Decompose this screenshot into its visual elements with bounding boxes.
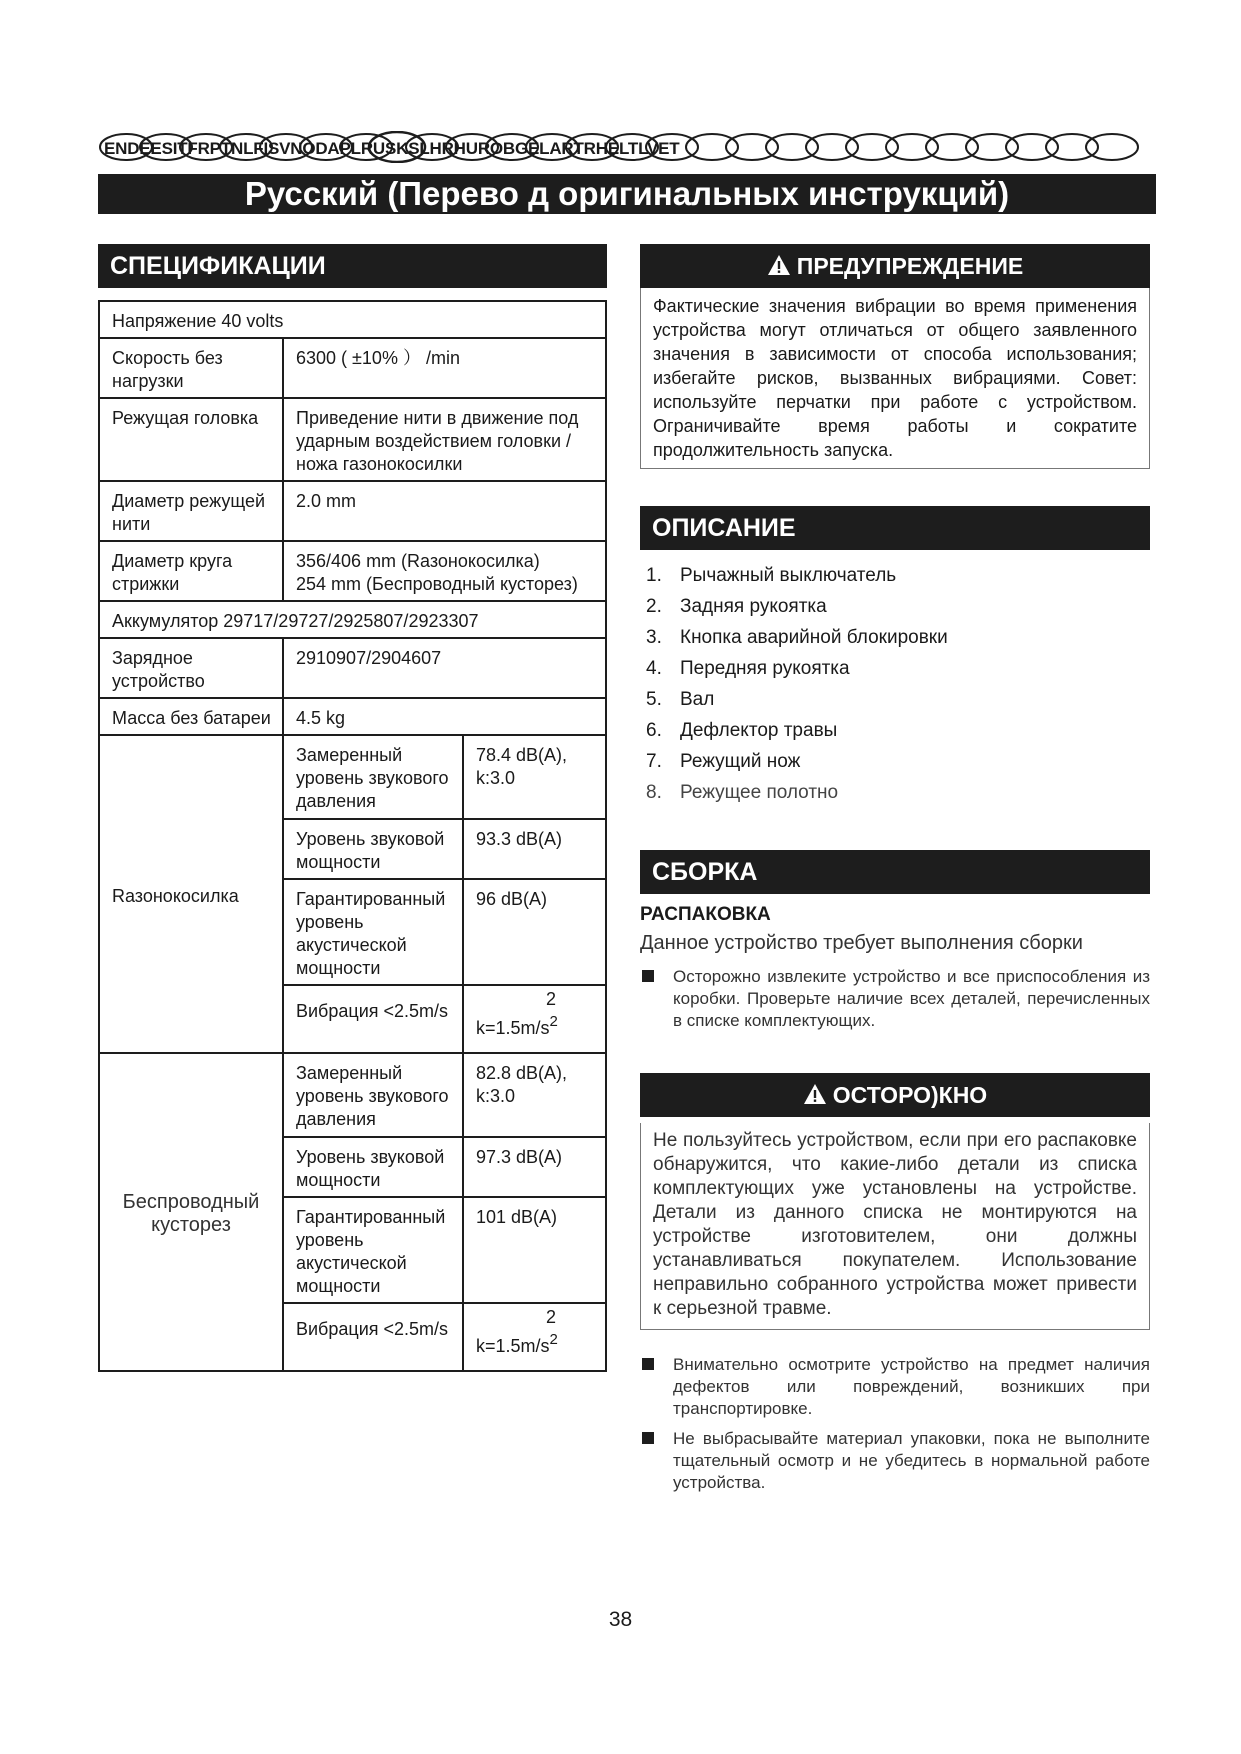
specs-table — [98, 300, 607, 1372]
bullet-item — [640, 1428, 1150, 1494]
line-diameter-label: Диаметр режущей нити — [99, 481, 283, 541]
item-number: 4. — [646, 658, 662, 679]
list-item — [646, 777, 948, 808]
cutting-circle-value — [283, 541, 606, 601]
vibration-value — [463, 1303, 606, 1371]
group-name-hedge-trimmer: Беспроводный кусторез — [99, 1053, 283, 1371]
bullet-item — [640, 966, 1150, 1032]
item-text: Вал — [680, 689, 715, 710]
vibration-label: Вибрация <2.5m/s — [283, 1303, 463, 1371]
table-row — [99, 541, 606, 601]
caution-heading-text: ОСТОРО)КНО — [832, 1082, 988, 1108]
vibration-k — [476, 1010, 597, 1040]
warning-heading-text: ПРЕДУПРЕЖДЕНИЕ — [796, 253, 1024, 279]
description-heading: ОПИСАНИЕ — [640, 506, 1150, 550]
voltage-cell: Напряжение 40 volts — [99, 301, 606, 338]
item-number: 1. — [646, 565, 662, 586]
cutting-circle-value-2: 254 mm (Беспроводный кусторез) — [296, 574, 578, 594]
language-codes: ENDEESITFRPTNLFISVNODAPLRUSKSLHRHUROBGELARTRHELTLVET — [104, 139, 680, 158]
cutting-circle-label: Диаметр круга стрижки — [99, 541, 283, 601]
guaranteed-power-label: Гарантированный уровень акустической мощности — [283, 1197, 463, 1303]
list-item — [646, 684, 948, 715]
item-text: Рычажный выключатель — [680, 565, 897, 586]
group-name-trimmer: Rазонокосилка — [99, 735, 283, 1053]
table-row — [99, 481, 606, 541]
item-number: 2. — [646, 596, 662, 617]
sound-power-label: Уровень звуковой мощности — [283, 819, 463, 879]
vibration-value — [463, 985, 606, 1053]
sound-power-value: 93.3 dB(A) — [463, 819, 606, 879]
list-item — [646, 622, 948, 653]
caution-heading — [640, 1073, 1150, 1117]
table-row — [99, 338, 606, 398]
vibration-exponent: 2 — [546, 989, 557, 1009]
sound-pressure-value-2: k:3.0 — [476, 1086, 516, 1106]
sound-pressure-label: Замеренный уровень звукового давления — [283, 735, 463, 819]
bullet-item — [640, 1354, 1150, 1420]
cutting-head-value: Приведение нити в движение под ударным воздействием головки / ножа газонокосилки — [283, 398, 606, 481]
warning-triangle-icon — [803, 1083, 827, 1105]
bullet-square-icon — [642, 970, 654, 982]
sound-power-value: 97.3 dB(A) — [463, 1137, 606, 1197]
table-row — [99, 1053, 606, 1137]
language-bar — [98, 131, 1156, 163]
item-number: 6. — [646, 720, 662, 741]
item-text: Дефлектор травы — [680, 720, 838, 741]
sound-power-label: Уровень звуковой мощности — [283, 1137, 463, 1197]
no-load-speed-label: Скорость без нагрузки — [99, 338, 283, 398]
warning-text: Фактические значения вибрации во время применения устройства могут отличаться от общего заявленного значения в зависимости от способа использования; избегайте рисков, вызванных вибрациями. Совет: используйте перчатки при работе с устройством. Ограничивайте время работы и сократите продолжительность запуска. — [640, 288, 1150, 469]
item-number: 3. — [646, 627, 662, 648]
guaranteed-power-label: Гарантированный уровень акустической мощности — [283, 879, 463, 985]
vibration-exponent: 2 — [546, 1307, 557, 1327]
unpacking-heading: РАСПАКОВКА — [640, 904, 771, 925]
sound-pressure-value — [463, 1053, 606, 1137]
page-number: 38 — [608, 1608, 633, 1631]
list-item — [646, 591, 948, 622]
warning-triangle-icon — [767, 254, 791, 276]
sound-pressure-value-1: 78.4 dB(A), — [476, 745, 568, 765]
table-row — [99, 398, 606, 481]
list-item — [646, 560, 948, 591]
bullet-text: Осторожно извлеките устройство и все приспособления из коробки. Проверьте наличие всех деталей, перечисленных в списке комплектующих. — [673, 967, 1150, 1030]
item-text: Передняя рукоятка — [680, 658, 850, 679]
bullet-square-icon — [642, 1358, 654, 1370]
item-number: 7. — [646, 751, 662, 772]
warning-heading — [640, 244, 1150, 288]
item-text: Кнопка аварийной блокировки — [680, 627, 948, 648]
item-text: Режущее полотно — [680, 782, 839, 803]
sound-pressure-value-2: k:3.0 — [476, 768, 516, 788]
caution-text: Не пользуйтесь устройством, если при его распаковке обнаружится, что какие-либо детали из списка комплектующих уже установлены на устройстве. Детали из данного списка не монтируются на устройстве изготовителем, они должны устанавливаться покупателем. Использование неправильно собранного устройства может привести к серьезной травме. — [640, 1123, 1150, 1330]
bullet-text: Внимательно осмотрите устройство на предмет наличия дефектов или повреждений, возникших при транспортировке. — [673, 1355, 1150, 1418]
charger-value: 2910907/2904607 — [283, 638, 606, 698]
assembly-heading: СБОРКА — [640, 850, 1150, 894]
vibration-k-sup: 2 — [549, 1013, 558, 1030]
table-row — [99, 638, 606, 698]
sound-pressure-label: Замеренный уровень звукового давления — [283, 1053, 463, 1137]
table-row — [99, 301, 606, 338]
battery-cell: Аккумулятор 29717/29727/2925807/2923307 — [99, 601, 606, 638]
mass-label: Масса без батареи — [99, 698, 283, 735]
specs-heading: СПЕЦИФИКАЦИИ — [98, 244, 607, 288]
table-row — [99, 698, 606, 735]
guaranteed-power-value: 101 dB(A) — [463, 1197, 606, 1303]
mass-value: 4.5 kg — [283, 698, 606, 735]
item-text: Задняя рукоятка — [680, 596, 827, 617]
list-item — [646, 653, 948, 684]
list-item — [646, 715, 948, 746]
item-text: Режущий нож — [680, 751, 801, 772]
description-list — [646, 560, 948, 808]
item-number: 5. — [646, 689, 662, 710]
bullet-square-icon — [642, 1432, 654, 1444]
sound-pressure-value-1: 82.8 dB(A), — [476, 1063, 568, 1083]
charger-label: Зарядное устройство — [99, 638, 283, 698]
guaranteed-power-value: 96 dB(A) — [463, 879, 606, 985]
no-load-speed-value: 6300 ( ±10% ） /min — [283, 338, 606, 398]
vibration-k-sup: 2 — [549, 1331, 558, 1348]
table-row — [99, 601, 606, 638]
vibration-k — [476, 1328, 597, 1358]
item-number: 8. — [646, 782, 662, 803]
vibration-k-text: k=1.5m/s — [476, 1336, 550, 1356]
bullet-text: Не выбрасывайте материал упаковки, пока не выполните тщательный осмотр и не убедитесь в нормальной работе устройства. — [673, 1429, 1150, 1492]
vibration-label: Вибрация <2.5m/s — [283, 985, 463, 1053]
table-row — [99, 735, 606, 819]
line-diameter-value: 2.0 mm — [283, 481, 606, 541]
assembly-intro: Данное устройство требует выполнения сборки — [640, 932, 1083, 954]
cutting-head-label: Режущая головка — [99, 398, 283, 481]
page-title: Русский (Перево д оригинальных инструкций) — [98, 174, 1156, 214]
cutting-circle-value-1: 356/406 mm (Rазонокосилка) — [296, 551, 540, 571]
list-item — [646, 746, 948, 777]
sound-pressure-value — [463, 735, 606, 819]
vibration-k-text: k=1.5m/s — [476, 1018, 550, 1038]
